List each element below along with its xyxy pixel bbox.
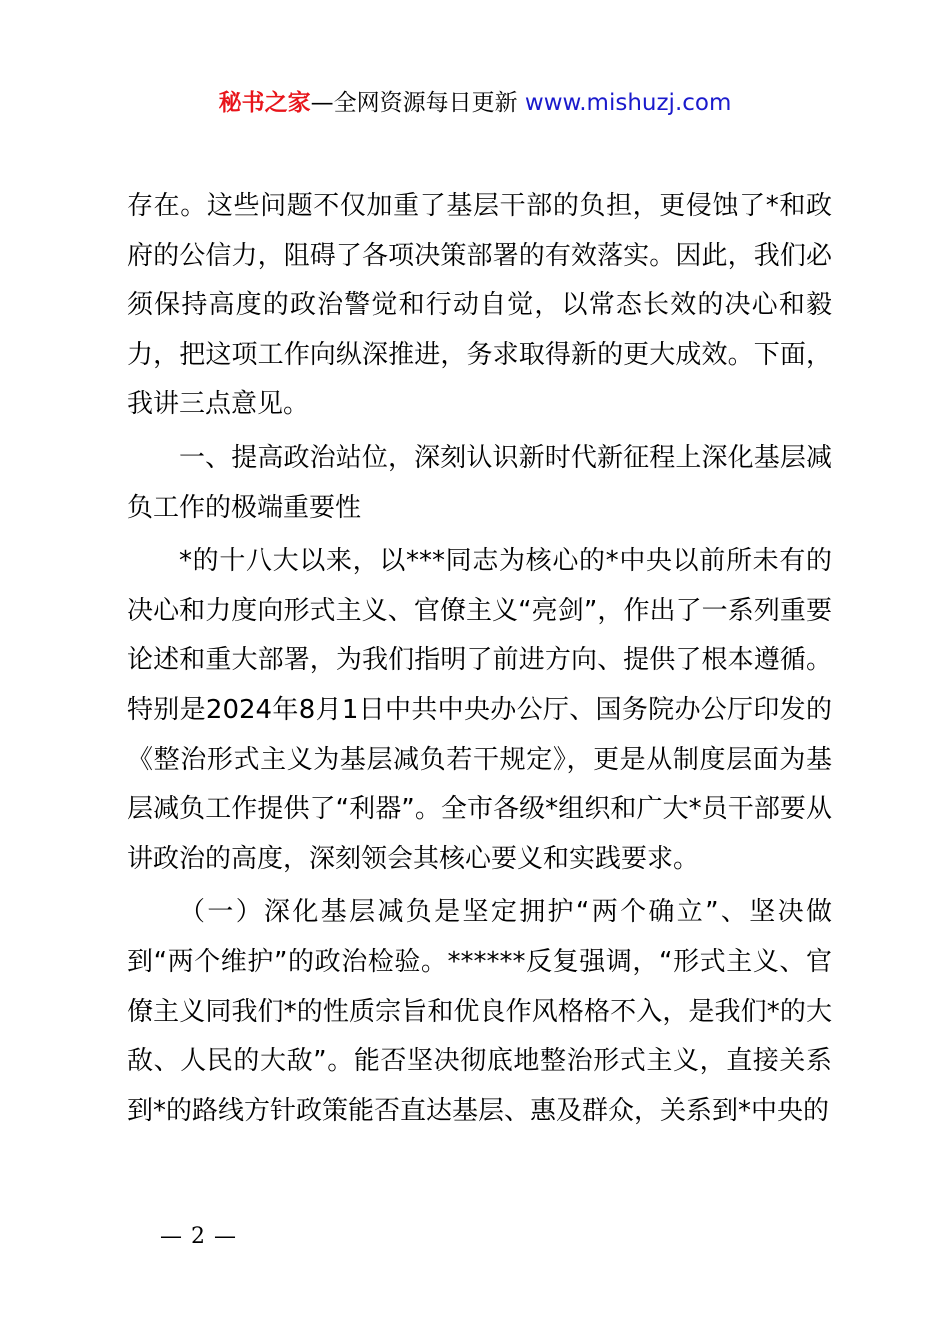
site-brand: 秘书之家 <box>218 90 311 116</box>
site-header <box>0 86 950 120</box>
document-body <box>127 182 832 1136</box>
paragraph-section-1-body: *的十八大以来，以***同志为核心的*中央以前所未有的决心和力度向形式主义、官僚主义“亮剑”，作出了一系列重要论述和重大部署，为我们指明了前进方向、提供了根本遵循。特别是2024年8月1日中共中央办公厅、国务院办公厅印发的《整治形式主义为基层减负若干规定》，更是从制度层面为基层减负工作提供了“利器”。全市各级*组织和广大*员干部要从讲政治的高度，深刻领会其核心要义和实践要求。 <box>127 546 832 874</box>
paragraph-intro-continuation: 存在。这些问题不仅加重了基层干部的负担，更侵蚀了*和政府的公信力，阻碍了各项决策部署的有效落实。因此，我们必须保持高度的政治警觉和行动自觉，以常态长效的决心和毅力，把这项工作向纵深推进，务求取得新的更大成效。下面，我讲三点意见。 <box>127 191 832 420</box>
section-heading-1: 一、提高政治站位，深刻认识新时代新征程上深化基层减负工作的极端重要性 <box>127 442 832 523</box>
page-number: — 2 — <box>160 1224 237 1249</box>
paragraph-subsection-1: （一）深化基层减负是坚定拥护“两个确立”、坚决做到“两个维护”的政治检验。******反复强调，“形式主义、官僚主义同我们*的性质宗旨和优良作风格格不入，是我们*的大敌、人民的大敌”。能否坚决彻底地整治形式主义，直接关系到*的路线方针政策能否直达基层、惠及群众，关系到*中央的 <box>127 897 832 1126</box>
site-tagline: —全网资源每日更新 <box>310 90 525 116</box>
site-url-link[interactable]: www.mishuzj.com <box>524 90 732 116</box>
